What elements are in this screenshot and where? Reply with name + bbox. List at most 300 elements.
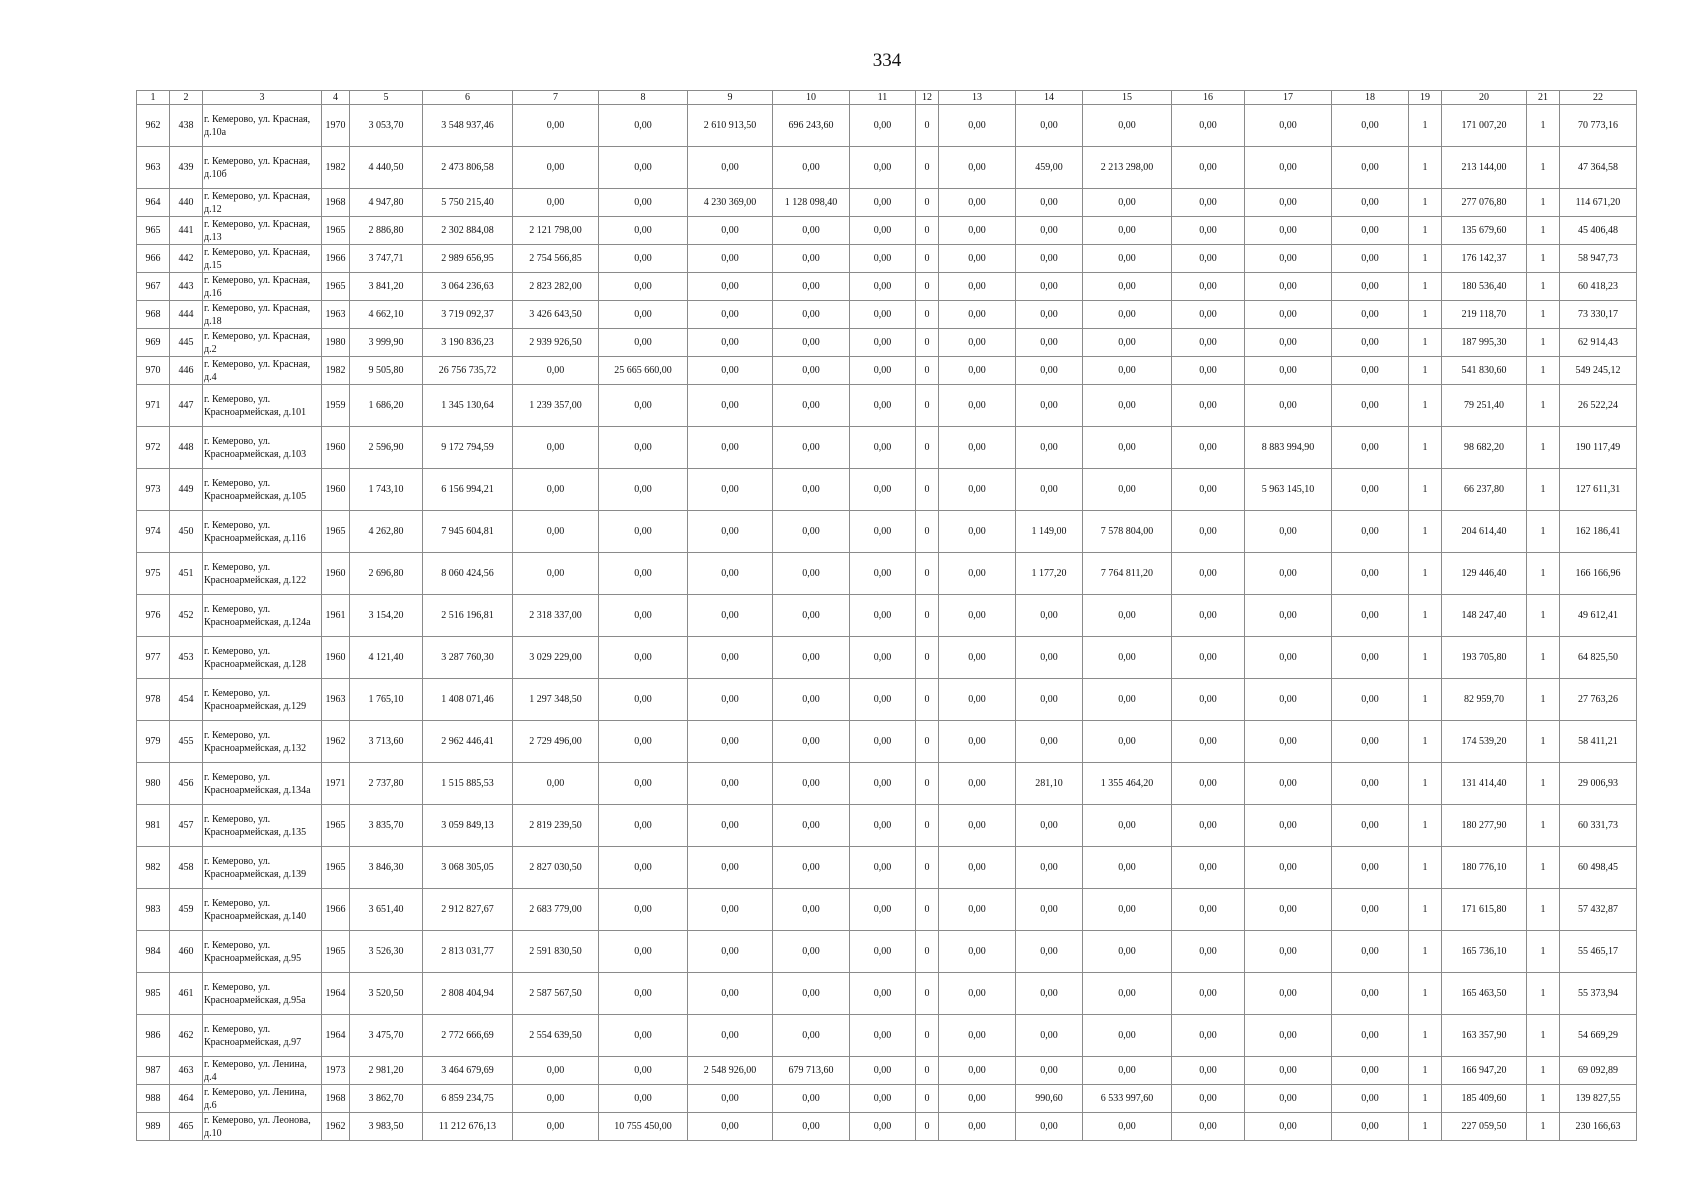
table-cell: 0,00	[513, 1057, 599, 1085]
table-cell: 277 076,80	[1442, 189, 1527, 217]
table-cell: 0,00	[939, 1113, 1016, 1141]
table-cell: 1	[1527, 189, 1560, 217]
table-cell: 981	[137, 805, 170, 847]
table-cell: 3 651,40	[350, 889, 423, 931]
table-cell: 0,00	[599, 763, 688, 805]
table-cell: 0,00	[1332, 105, 1409, 147]
table-cell: 66 237,80	[1442, 469, 1527, 511]
table-cell: 1 149,00	[1016, 511, 1083, 553]
table-cell: 1	[1527, 245, 1560, 273]
table-cell: 986	[137, 1015, 170, 1057]
table-cell: 1	[1409, 147, 1442, 189]
table-body	[137, 105, 1637, 1141]
table-cell: 0,00	[773, 385, 850, 427]
table-cell: 0,00	[1332, 511, 1409, 553]
table-cell: 0,00	[1172, 1113, 1245, 1141]
table-cell: 1	[1409, 1015, 1442, 1057]
table-cell: 0,00	[1016, 1057, 1083, 1085]
table-cell: 443	[170, 273, 203, 301]
table-cell: 166 166,96	[1560, 553, 1637, 595]
table-cell: 444	[170, 301, 203, 329]
table-cell: 0,00	[773, 595, 850, 637]
table-cell: 0,00	[1245, 105, 1332, 147]
table-cell: 0,00	[939, 763, 1016, 805]
table-cell: 452	[170, 595, 203, 637]
table-cell: 0,00	[1245, 511, 1332, 553]
table-cell: 0,00	[1172, 273, 1245, 301]
table-cell: 0,00	[1172, 721, 1245, 763]
table-cell: 10 755 450,00	[599, 1113, 688, 1141]
table-cell: 0,00	[1172, 357, 1245, 385]
table-row	[137, 273, 1637, 301]
address-cell: г. Кемерово, ул. Красная, д.18	[203, 301, 322, 329]
table-cell: 459	[170, 889, 203, 931]
table-row	[137, 805, 1637, 847]
table-cell: 62 914,43	[1560, 329, 1637, 357]
table-cell: 1	[1409, 1057, 1442, 1085]
table-cell: 1	[1527, 847, 1560, 889]
table-cell: 0,00	[1172, 637, 1245, 679]
table-cell: 0,00	[1016, 847, 1083, 889]
table-row	[137, 511, 1637, 553]
table-cell: 0,00	[513, 511, 599, 553]
table-cell: 114 671,20	[1560, 189, 1637, 217]
table-cell: 3 747,71	[350, 245, 423, 273]
table-cell: 0,00	[688, 679, 773, 721]
table-cell: 0,00	[1245, 1085, 1332, 1113]
table-cell: 978	[137, 679, 170, 721]
table-cell: 0,00	[939, 847, 1016, 889]
column-header-5: 5	[350, 91, 423, 105]
address-cell: г. Кемерово, ул. Красноармейская, д.95	[203, 931, 322, 973]
address-cell: г. Кемерово, ул. Красная, д.15	[203, 245, 322, 273]
table-cell: 0,00	[1083, 245, 1172, 273]
table-cell: 0,00	[688, 147, 773, 189]
table-cell: 0	[916, 329, 939, 357]
table-cell: 0	[916, 189, 939, 217]
table-cell: 0,00	[1245, 217, 1332, 245]
table-cell: 3 548 937,46	[423, 105, 513, 147]
table-cell: 0,00	[1083, 189, 1172, 217]
table-cell: 0,00	[688, 301, 773, 329]
address-cell: г. Кемерово, ул. Красноармейская, д.129	[203, 679, 322, 721]
table-cell: 0,00	[1332, 469, 1409, 511]
table-cell: 0,00	[773, 553, 850, 595]
table-cell: 0,00	[1172, 217, 1245, 245]
table-cell: 0,00	[850, 1085, 916, 1113]
table-row	[137, 847, 1637, 889]
table-cell: 0,00	[688, 511, 773, 553]
table-cell: 1 239 357,00	[513, 385, 599, 427]
table-cell: 0,00	[1016, 1015, 1083, 1057]
table-cell: 1963	[322, 301, 350, 329]
table-cell: 0,00	[599, 553, 688, 595]
table-cell: 0,00	[1083, 1057, 1172, 1085]
address-cell: г. Кемерово, ул. Красноармейская, д.135	[203, 805, 322, 847]
table-cell: 456	[170, 763, 203, 805]
table-cell: 971	[137, 385, 170, 427]
table-cell: 1	[1527, 805, 1560, 847]
table-cell: 4 947,80	[350, 189, 423, 217]
table-cell: 0,00	[939, 1057, 1016, 1085]
table-cell: 0	[916, 721, 939, 763]
table-cell: 0,00	[1332, 273, 1409, 301]
table-cell: 0,00	[939, 1085, 1016, 1113]
table-cell: 0,00	[1245, 679, 1332, 721]
table-cell: 0,00	[688, 931, 773, 973]
table-cell: 1	[1527, 357, 1560, 385]
table-cell: 47 364,58	[1560, 147, 1637, 189]
table-cell: 0,00	[850, 147, 916, 189]
table-cell: 0,00	[773, 679, 850, 721]
table-cell: 0,00	[1172, 245, 1245, 273]
table-cell: 0,00	[1016, 721, 1083, 763]
table-cell: 60 418,23	[1560, 273, 1637, 301]
table-cell: 0,00	[939, 973, 1016, 1015]
address-cell: г. Кемерово, ул. Красноармейская, д.140	[203, 889, 322, 931]
table-cell: 0,00	[1245, 1057, 1332, 1085]
table-cell: 0,00	[1245, 245, 1332, 273]
table-cell: 166 947,20	[1442, 1057, 1527, 1085]
table-cell: 9 505,80	[350, 357, 423, 385]
table-cell: 1	[1527, 329, 1560, 357]
table-cell: 0,00	[688, 763, 773, 805]
table-cell: 0,00	[850, 805, 916, 847]
address-cell: г. Кемерово, ул. Красная, д.4	[203, 357, 322, 385]
table-cell: 0,00	[850, 1113, 916, 1141]
table-cell: 1 686,20	[350, 385, 423, 427]
table-cell: 98 682,20	[1442, 427, 1527, 469]
table-cell: 60 331,73	[1560, 805, 1637, 847]
table-cell: 0,00	[773, 1085, 850, 1113]
table-cell: 0,00	[939, 147, 1016, 189]
table-cell: 127 611,31	[1560, 469, 1637, 511]
column-header-21: 21	[1527, 91, 1560, 105]
table-cell: 0,00	[688, 357, 773, 385]
table-cell: 0,00	[1083, 847, 1172, 889]
table-cell: 1	[1409, 595, 1442, 637]
table-row	[137, 1057, 1637, 1085]
table-cell: 964	[137, 189, 170, 217]
table-cell: 973	[137, 469, 170, 511]
table-cell: 0,00	[1016, 245, 1083, 273]
table-cell: 0,00	[1245, 329, 1332, 357]
column-header-16: 16	[1172, 91, 1245, 105]
table-cell: 193 705,80	[1442, 637, 1527, 679]
table-cell: 0,00	[1332, 637, 1409, 679]
table-cell: 3 426 643,50	[513, 301, 599, 329]
table-cell: 0,00	[1083, 357, 1172, 385]
address-cell: г. Кемерово, ул. Красноармейская, д.122	[203, 553, 322, 595]
table-cell: 0,00	[1016, 973, 1083, 1015]
table-cell: 2 886,80	[350, 217, 423, 245]
table-cell: 2 962 446,41	[423, 721, 513, 763]
table-cell: 0,00	[773, 889, 850, 931]
address-cell: г. Кемерово, ул. Красноармейская, д.101	[203, 385, 322, 427]
table-cell: 0,00	[1083, 679, 1172, 721]
table-row	[137, 1085, 1637, 1113]
table-cell: 0,00	[1083, 973, 1172, 1015]
table-cell: 1	[1527, 511, 1560, 553]
table-cell: 4 230 369,00	[688, 189, 773, 217]
table-cell: 0,00	[1332, 217, 1409, 245]
table-cell: 3 154,20	[350, 595, 423, 637]
table-cell: 0,00	[1332, 553, 1409, 595]
table-cell: 3 064 236,63	[423, 273, 513, 301]
table-cell: 0,00	[1245, 273, 1332, 301]
table-cell: 3 475,70	[350, 1015, 423, 1057]
table-cell: 0,00	[939, 595, 1016, 637]
table-cell: 0,00	[1172, 469, 1245, 511]
table-cell: 0,00	[1016, 427, 1083, 469]
table-cell: 0,00	[1245, 805, 1332, 847]
table-cell: 0,00	[773, 637, 850, 679]
table-row	[137, 973, 1637, 1015]
table-cell: 0,00	[1245, 301, 1332, 329]
table-cell: 0,00	[688, 1113, 773, 1141]
table-cell: 129 446,40	[1442, 553, 1527, 595]
table-row	[137, 889, 1637, 931]
table-cell: 1	[1409, 189, 1442, 217]
table-cell: 0,00	[1083, 889, 1172, 931]
table-cell: 696 243,60	[773, 105, 850, 147]
table-cell: 0,00	[773, 301, 850, 329]
table-cell: 1 297 348,50	[513, 679, 599, 721]
table-cell: 449	[170, 469, 203, 511]
column-header-22: 22	[1560, 91, 1637, 105]
address-cell: г. Кемерово, ул. Ленина, д.4	[203, 1057, 322, 1085]
table-cell: 0	[916, 357, 939, 385]
table-cell: 2 121 798,00	[513, 217, 599, 245]
table-cell: 2 548 926,00	[688, 1057, 773, 1085]
table-cell: 0,00	[939, 385, 1016, 427]
table-cell: 1961	[322, 595, 350, 637]
table-row	[137, 427, 1637, 469]
table-row	[137, 1015, 1637, 1057]
table-cell: 162 186,41	[1560, 511, 1637, 553]
table-cell: 988	[137, 1085, 170, 1113]
table-cell: 0,00	[773, 931, 850, 973]
table-cell: 1965	[322, 273, 350, 301]
table-cell: 27 763,26	[1560, 679, 1637, 721]
table-row	[137, 553, 1637, 595]
table-cell: 0,00	[1245, 721, 1332, 763]
table-cell: 3 846,30	[350, 847, 423, 889]
table-cell: 0	[916, 105, 939, 147]
table-cell: 0,00	[773, 245, 850, 273]
table-cell: 0	[916, 553, 939, 595]
table-cell: 0,00	[1245, 889, 1332, 931]
table-cell: 1	[1409, 217, 1442, 245]
table-cell: 0,00	[1332, 147, 1409, 189]
table-cell: 0,00	[1172, 189, 1245, 217]
table-cell: 0,00	[513, 469, 599, 511]
table-cell: 1	[1527, 679, 1560, 721]
table-cell: 1	[1527, 105, 1560, 147]
table-cell: 1	[1409, 427, 1442, 469]
table-cell: 1	[1409, 245, 1442, 273]
table-cell: 1	[1527, 273, 1560, 301]
table-cell: 0,00	[939, 931, 1016, 973]
table-cell: 3 841,20	[350, 273, 423, 301]
table-cell: 1960	[322, 637, 350, 679]
table-cell: 0,00	[939, 357, 1016, 385]
table-cell: 0,00	[939, 427, 1016, 469]
table-cell: 0,00	[1332, 1015, 1409, 1057]
table-cell: 180 536,40	[1442, 273, 1527, 301]
table-cell: 2 696,80	[350, 553, 423, 595]
table-cell: 60 498,45	[1560, 847, 1637, 889]
table-cell: 1 408 071,46	[423, 679, 513, 721]
table-cell: 0,00	[688, 217, 773, 245]
table-cell: 2 989 656,95	[423, 245, 513, 273]
table-cell: 0,00	[513, 189, 599, 217]
table-row	[137, 301, 1637, 329]
table-row	[137, 147, 1637, 189]
table-cell: 70 773,16	[1560, 105, 1637, 147]
table-cell: 0	[916, 847, 939, 889]
table-cell: 980	[137, 763, 170, 805]
table-cell: 1	[1527, 1113, 1560, 1141]
table-cell: 0,00	[773, 273, 850, 301]
table-cell: 0	[916, 217, 939, 245]
table-cell: 990,60	[1016, 1085, 1083, 1113]
table-cell: 0,00	[513, 147, 599, 189]
table-row	[137, 679, 1637, 721]
table-cell: 2 596,90	[350, 427, 423, 469]
column-header-14: 14	[1016, 91, 1083, 105]
table-cell: 0,00	[1332, 805, 1409, 847]
table-cell: 0,00	[939, 273, 1016, 301]
table-cell: 0,00	[850, 511, 916, 553]
table-cell: 131 414,40	[1442, 763, 1527, 805]
column-header-10: 10	[773, 91, 850, 105]
table-row	[137, 1113, 1637, 1141]
table-cell: 0,00	[1016, 273, 1083, 301]
table-cell: 2 213 298,00	[1083, 147, 1172, 189]
table-cell: 1	[1527, 1015, 1560, 1057]
table-cell: 1	[1409, 679, 1442, 721]
table-cell: 1968	[322, 189, 350, 217]
table-cell: 0,00	[939, 329, 1016, 357]
table-cell: 0,00	[688, 469, 773, 511]
table-cell: 0,00	[850, 1015, 916, 1057]
address-cell: г. Кемерово, ул. Красноармейская, д.134а	[203, 763, 322, 805]
table-cell: 549 245,12	[1560, 357, 1637, 385]
table-cell: 983	[137, 889, 170, 931]
column-header-9: 9	[688, 91, 773, 105]
table-cell: 0,00	[513, 427, 599, 469]
table-cell: 7 764 811,20	[1083, 553, 1172, 595]
table-cell: 0,00	[850, 427, 916, 469]
table-row	[137, 357, 1637, 385]
table-cell: 457	[170, 805, 203, 847]
table-cell: 2 318 337,00	[513, 595, 599, 637]
table-cell: 0,00	[850, 329, 916, 357]
address-cell: г. Кемерово, ул. Красноармейская, д.116	[203, 511, 322, 553]
table-cell: 0,00	[1083, 273, 1172, 301]
table-cell: 446	[170, 357, 203, 385]
table-cell: 3 719 092,37	[423, 301, 513, 329]
table-cell: 0,00	[1245, 595, 1332, 637]
table-cell: 2 587 567,50	[513, 973, 599, 1015]
table-cell: 1 128 098,40	[773, 189, 850, 217]
table-cell: 1960	[322, 553, 350, 595]
table-cell: 1 177,20	[1016, 553, 1083, 595]
table-cell: 0,00	[773, 721, 850, 763]
table-cell: 0,00	[599, 637, 688, 679]
table-cell: 0,00	[850, 679, 916, 721]
table-cell: 9 172 794,59	[423, 427, 513, 469]
table-cell: 58 411,21	[1560, 721, 1637, 763]
table-cell: 541 830,60	[1442, 357, 1527, 385]
table-cell: 165 736,10	[1442, 931, 1527, 973]
table-cell: 2 554 639,50	[513, 1015, 599, 1057]
table-cell: 0,00	[850, 721, 916, 763]
table-cell: 1962	[322, 1113, 350, 1141]
table-cell: 1960	[322, 427, 350, 469]
table-cell: 1	[1409, 469, 1442, 511]
table-cell: 0,00	[1245, 357, 1332, 385]
table-cell: 0,00	[599, 511, 688, 553]
table-cell: 0,00	[513, 1085, 599, 1113]
table-cell: 8 883 994,90	[1245, 427, 1332, 469]
table-cell: 1980	[322, 329, 350, 357]
table-cell: 187 995,30	[1442, 329, 1527, 357]
table-cell: 1 765,10	[350, 679, 423, 721]
table-cell: 0,00	[939, 301, 1016, 329]
table-cell: 29 006,93	[1560, 763, 1637, 805]
table-cell: 0,00	[1245, 1113, 1332, 1141]
address-cell: г. Кемерово, ул. Красная, д.10а	[203, 105, 322, 147]
table-cell: 171 615,80	[1442, 889, 1527, 931]
table-cell: 0,00	[1083, 721, 1172, 763]
table-cell: 985	[137, 973, 170, 1015]
table-cell: 2 302 884,08	[423, 217, 513, 245]
table-cell: 0	[916, 1085, 939, 1113]
table-cell: 1	[1527, 931, 1560, 973]
table-cell: 1964	[322, 973, 350, 1015]
table-row	[137, 469, 1637, 511]
table-cell: 0,00	[1172, 329, 1245, 357]
table-cell: 0,00	[1332, 301, 1409, 329]
table-cell: 967	[137, 273, 170, 301]
table-cell: 2 754 566,85	[513, 245, 599, 273]
table-cell: 2 737,80	[350, 763, 423, 805]
table-cell: 5 963 145,10	[1245, 469, 1332, 511]
table-cell: 0,00	[599, 1015, 688, 1057]
table-cell: 2 813 031,77	[423, 931, 513, 973]
table-row	[137, 763, 1637, 805]
table-cell: 0,00	[599, 469, 688, 511]
table-cell: 0,00	[773, 763, 850, 805]
table-cell: 0	[916, 931, 939, 973]
table-cell: 0,00	[850, 217, 916, 245]
table-cell: 0	[916, 889, 939, 931]
table-cell: 0,00	[1016, 105, 1083, 147]
column-header-4: 4	[322, 91, 350, 105]
table-cell: 135 679,60	[1442, 217, 1527, 245]
table-cell: 459,00	[1016, 147, 1083, 189]
table-cell: 1965	[322, 511, 350, 553]
table-cell: 0,00	[1172, 973, 1245, 1015]
table-cell: 982	[137, 847, 170, 889]
table-cell: 45 406,48	[1560, 217, 1637, 245]
table-cell: 0,00	[1172, 511, 1245, 553]
table-cell: 1970	[322, 105, 350, 147]
table-cell: 1	[1409, 105, 1442, 147]
table-cell: 0,00	[1245, 1015, 1332, 1057]
